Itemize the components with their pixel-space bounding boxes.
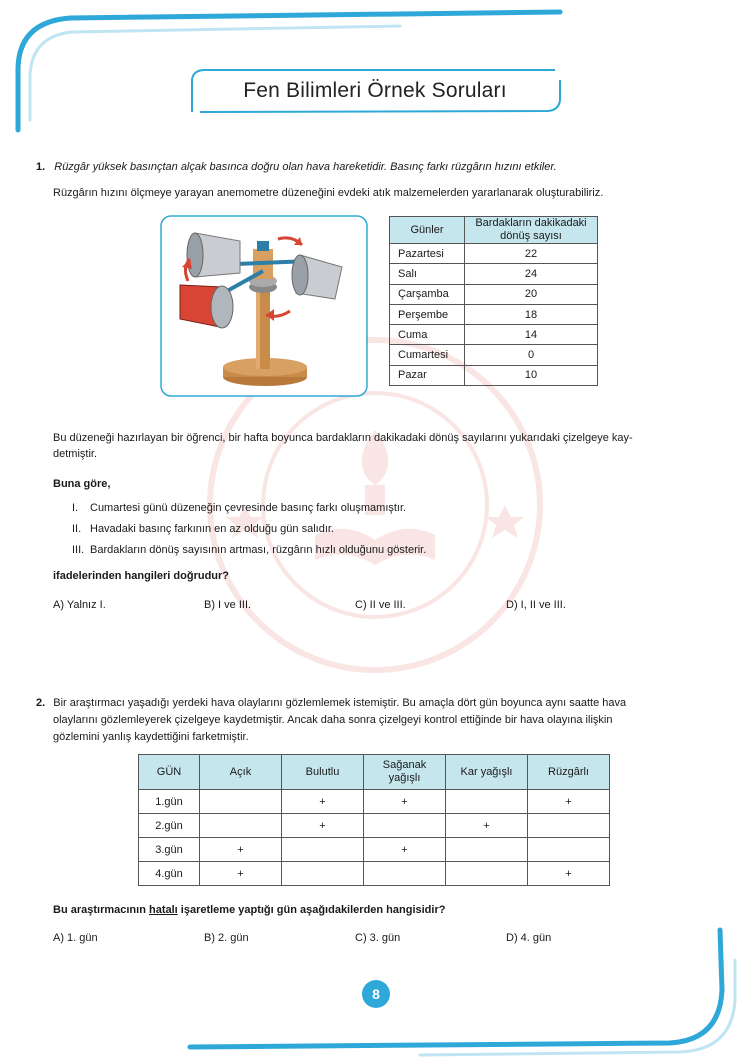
rotation-table-header-day: Günler bbox=[390, 217, 465, 244]
question-1-prompt: ifadelerinden hangileri doğrudur? bbox=[53, 570, 230, 582]
weather-cell bbox=[200, 814, 282, 838]
statement-1 bbox=[72, 500, 406, 516]
weather-cell: 1.gün bbox=[139, 790, 200, 814]
weather-table bbox=[138, 754, 610, 886]
statement-number: III. bbox=[72, 544, 85, 556]
q1-choice-b[interactable]: B) I ve III. bbox=[204, 599, 252, 611]
table-row bbox=[139, 790, 610, 814]
weather-cell: + bbox=[446, 814, 528, 838]
table-row bbox=[139, 814, 610, 838]
table-row bbox=[390, 325, 598, 345]
table-row bbox=[390, 365, 598, 385]
table-row bbox=[390, 304, 598, 324]
weather-cell: 2.gün bbox=[139, 814, 200, 838]
weather-cell bbox=[528, 814, 610, 838]
weather-cell: + bbox=[282, 814, 364, 838]
weather-cell: + bbox=[364, 838, 446, 862]
statement-2 bbox=[72, 521, 334, 537]
question-1-lead: Buna göre, bbox=[53, 478, 111, 490]
day-cell: Perşembe bbox=[390, 304, 465, 324]
weather-cell bbox=[446, 790, 528, 814]
day-cell: Pazar bbox=[390, 365, 465, 385]
table-row bbox=[139, 862, 610, 886]
statement-text: Havadaki basınç farkının en az olduğu gün salıdır. bbox=[90, 523, 334, 535]
weather-header-snow: Kar yağışlı bbox=[446, 755, 528, 790]
rotation-table bbox=[389, 216, 598, 386]
weather-header-cloudy: Bulutlu bbox=[282, 755, 364, 790]
question-2-line-3: gözlemini yanlış kaydettiğini farketmiştir. bbox=[53, 731, 249, 743]
question-2-text-1: Bir araştırmacı yaşadığı yerdeki hava olaylarını gözlemlemek istemiştir. Bu amaçla dört gün boyunca aynı saatte hava bbox=[53, 697, 627, 709]
question-2-prompt-underlined: hatalı bbox=[148, 904, 178, 916]
question-2-prompt bbox=[53, 902, 445, 918]
weather-cell: + bbox=[200, 838, 282, 862]
day-cell: Pazartesi bbox=[390, 244, 465, 264]
q1-choice-d[interactable]: D) I, II ve III. bbox=[506, 599, 566, 611]
page-title: Fen Bilimleri Örnek Soruları bbox=[243, 79, 507, 102]
weather-cell: + bbox=[528, 790, 610, 814]
question-1-body-line-2: detmiştir. bbox=[53, 448, 98, 460]
q2-choice-a[interactable]: A) 1. gün bbox=[53, 932, 98, 944]
weather-header-windy: Rüzgârlı bbox=[528, 755, 610, 790]
weather-cell: 4.gün bbox=[139, 862, 200, 886]
day-cell: Cuma bbox=[390, 325, 465, 345]
day-cell: Salı bbox=[390, 264, 465, 284]
value-cell: 24 bbox=[465, 264, 598, 284]
statement-3 bbox=[72, 542, 426, 558]
question-2-line-2: olaylarını gözlemleyerek çizelgeye kaydetmiştir. Ancak daha sonra çizelgeyi kontrol ettiğinde bir hava olayına ilişkin bbox=[53, 714, 613, 726]
weather-cell: 3.gün bbox=[139, 838, 200, 862]
weather-header-shower bbox=[364, 755, 446, 790]
weather-header-day: GÜN bbox=[139, 755, 200, 790]
statement-text: Cumartesi günü düzeneğin çevresinde basınç farkı oluşmamıştır. bbox=[90, 502, 407, 514]
value-cell: 14 bbox=[465, 325, 598, 345]
weather-cell bbox=[282, 862, 364, 886]
weather-cell bbox=[364, 814, 446, 838]
weather-cell bbox=[200, 790, 282, 814]
anemometer-illustration bbox=[160, 215, 368, 397]
question-2-number: 2. bbox=[36, 697, 46, 709]
statement-text: Bardakların dönüş sayısının artması, rüzgârın hızlı olduğunu gösterir. bbox=[90, 544, 427, 556]
value-cell: 22 bbox=[465, 244, 598, 264]
value-cell: 18 bbox=[465, 304, 598, 324]
question-2-prompt-post: işaretleme yaptığı gün aşağıdakilerden hangisidir? bbox=[177, 904, 446, 916]
question-1-intro bbox=[36, 159, 557, 175]
weather-cell bbox=[528, 838, 610, 862]
day-cell: Çarşamba bbox=[390, 284, 465, 304]
value-cell: 0 bbox=[465, 345, 598, 365]
statement-number: II. bbox=[72, 523, 82, 535]
rotation-table-header-value: Bardakların dakikadaki dönüş sayısı bbox=[465, 217, 598, 244]
weather-cell: + bbox=[528, 862, 610, 886]
weather-cell bbox=[282, 838, 364, 862]
table-row bbox=[390, 244, 598, 264]
q1-choice-c[interactable]: C) II ve III. bbox=[355, 599, 406, 611]
question-2-prompt-pre: Bu araştırmacının bbox=[53, 904, 149, 916]
day-cell: Cumartesi bbox=[390, 345, 465, 365]
question-2-line-1 bbox=[36, 695, 626, 711]
question-1-intro-italic: Rüzgâr yüksek basınçtan alçak basınca doğru olan hava hareketidir. Basınç farkı rüzgârın hızını etkiler. bbox=[54, 161, 557, 173]
page-number: 8 bbox=[362, 980, 390, 1008]
weather-header-clear: Açık bbox=[200, 755, 282, 790]
q2-choice-c[interactable]: C) 3. gün bbox=[355, 932, 401, 944]
question-1-intro-2: Rüzgârın hızını ölçmeye yarayan anemometre düzeneğini evdeki atık malzemelerden yararlanarak oluşturabiliriz. bbox=[53, 187, 604, 199]
weather-cell bbox=[364, 862, 446, 886]
weather-cell: + bbox=[364, 790, 446, 814]
weather-cell bbox=[446, 862, 528, 886]
q2-choice-d[interactable]: D) 4. gün bbox=[506, 932, 552, 944]
statement-number: I. bbox=[72, 502, 79, 514]
table-row bbox=[139, 838, 610, 862]
weather-cell: + bbox=[200, 862, 282, 886]
table-row bbox=[390, 345, 598, 365]
table-row bbox=[390, 284, 598, 304]
q2-choice-b[interactable]: B) 2. gün bbox=[204, 932, 249, 944]
weather-header-shower-label: Sağanak yağışlı bbox=[382, 759, 427, 784]
question-1-number: 1. bbox=[36, 161, 46, 173]
q1-choice-a[interactable]: A) Yalnız I. bbox=[53, 599, 106, 611]
weather-cell bbox=[446, 838, 528, 862]
weather-cell: + bbox=[282, 790, 364, 814]
question-1-body-line-1: Bu düzeneği hazırlayan bir öğrenci, bir hafta boyunca bardakların dakikadaki dönüş sayılarını yukarıdaki çizelgeye kay- bbox=[53, 432, 633, 444]
table-row bbox=[390, 264, 598, 284]
value-cell: 20 bbox=[465, 284, 598, 304]
value-cell: 10 bbox=[465, 365, 598, 385]
